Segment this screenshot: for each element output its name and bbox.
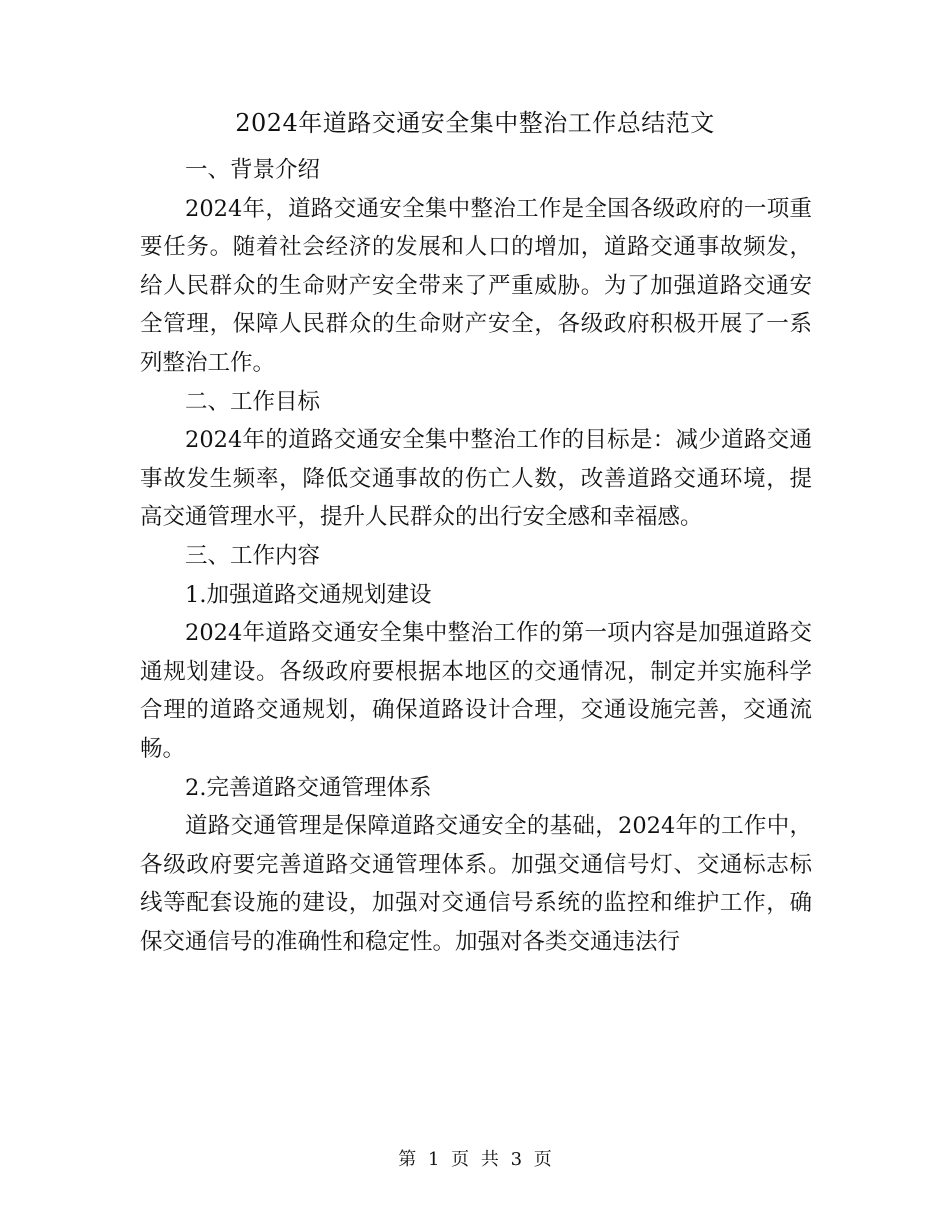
document-body [140, 151, 812, 961]
page-number-footer: 第 1 页 共 3 页 [398, 1149, 552, 1170]
paragraph-goals: 2024年的道路交通安全集中整治工作的目标是：减少道路交通事故发生频率，降低交通事故的伤亡人数，改善道路交通环境，提高交通管理水平，提升人民群众的出行安全感和幸福感。 [140, 427, 812, 531]
document-title: 2024年道路交通安全集中整治工作总结范文 [235, 109, 715, 137]
paragraph-management: 道路交通管理是保障道路交通安全的基础，2024年的工作中，各级政府要完善道路交通管理体系。加强交通信号灯、交通标志标线等配套设施的建设，加强对交通信号系统的监控和维护工作，确保交通信号的准确性和稳定性。加强对各类交通违法行 [140, 813, 812, 955]
subheading-management: 2.完善道路交通管理体系 [185, 774, 432, 801]
section-heading-background: 一、背景介绍 [185, 157, 321, 183]
section-heading-goals: 二、工作目标 [185, 388, 321, 415]
paragraph-planning: 2024年道路交通安全集中整治工作的第一项内容是加强道路交通规划建设。各级政府要根据本地区的交通情况，制定并实施科学合理的道路交通规划，确保道路设计合理，交通设施完善，交通流畅。 [140, 620, 812, 762]
subheading-planning: 1.加强道路交通规划建设 [185, 581, 432, 608]
paragraph-background: 2024年，道路交通安全集中整治工作是全国各级政府的一项重要任务。随着社会经济的发展和人口的增加，道路交通事故频发，给人民群众的生命财产安全带来了严重威胁。为了加强道路交通安全管理，保障人民群众的生命财产安全，各级政府积极开展了一系列整治工作。 [140, 195, 812, 376]
section-heading-content: 三、工作内容 [185, 542, 321, 569]
